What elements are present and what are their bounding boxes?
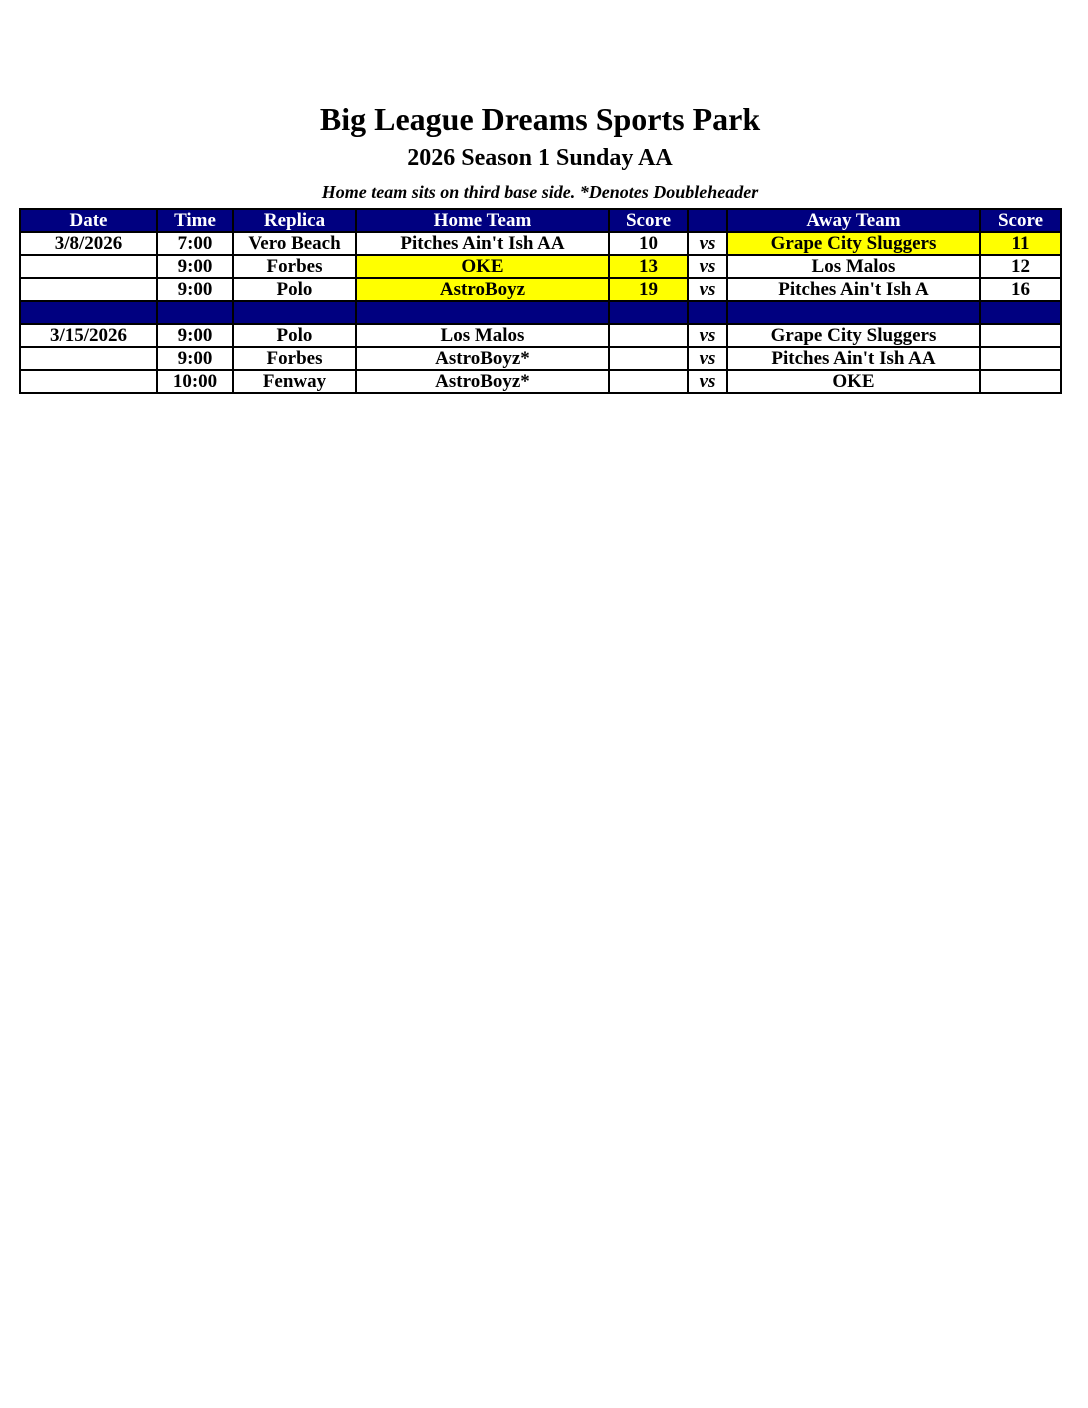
away-team-cell: Pitches Ain't Ish AA <box>727 347 980 370</box>
replica-cell: Polo <box>233 324 356 347</box>
table-row <box>20 370 1061 393</box>
home-score-cell <box>609 347 688 370</box>
home-team-cell: AstroBoyz* <box>356 370 609 393</box>
home-team-cell: Los Malos <box>356 324 609 347</box>
table-row <box>20 255 1061 278</box>
home-score-cell: 13 <box>609 255 688 278</box>
vs-cell: vs <box>688 255 727 278</box>
separator-cell <box>727 301 980 324</box>
separator-cell <box>20 301 157 324</box>
date-cell <box>20 370 157 393</box>
time-cell: 9:00 <box>157 324 233 347</box>
away-score-cell <box>980 370 1061 393</box>
schedule-table <box>19 208 1062 394</box>
schedule-note: Home team sits on third base side. *Denotes Doubleheader <box>321 182 759 202</box>
date-cell: 3/8/2026 <box>20 232 157 255</box>
home-score-cell <box>609 324 688 347</box>
date-cell <box>20 278 157 301</box>
vs-cell: vs <box>688 324 727 347</box>
replica-cell: Vero Beach <box>233 232 356 255</box>
table-row <box>20 278 1061 301</box>
replica-cell: Forbes <box>233 347 356 370</box>
table-header-row <box>20 209 1061 232</box>
home-score-cell: 19 <box>609 278 688 301</box>
away-team-cell: Los Malos <box>727 255 980 278</box>
away-score-cell: 12 <box>980 255 1061 278</box>
week-separator-row <box>20 301 1061 324</box>
time-cell: 7:00 <box>157 232 233 255</box>
vs-cell: vs <box>688 232 727 255</box>
home-score-cell <box>609 370 688 393</box>
table-row <box>20 347 1061 370</box>
home-score-cell: 10 <box>609 232 688 255</box>
column-header-away-team: Away Team <box>727 209 980 232</box>
date-cell <box>20 347 157 370</box>
column-header-time: Time <box>157 209 233 232</box>
vs-cell: vs <box>688 347 727 370</box>
time-cell: 10:00 <box>157 370 233 393</box>
separator-cell <box>688 301 727 324</box>
page-subtitle: 2026 Season 1 Sunday AA <box>407 145 673 171</box>
time-cell: 9:00 <box>157 278 233 301</box>
column-header-replica: Replica <box>233 209 356 232</box>
separator-cell <box>157 301 233 324</box>
column-header-home-score: Score <box>609 209 688 232</box>
away-score-cell <box>980 347 1061 370</box>
away-team-cell: Grape City Sluggers <box>727 324 980 347</box>
time-cell: 9:00 <box>157 255 233 278</box>
separator-cell <box>609 301 688 324</box>
home-team-cell: AstroBoyz <box>356 278 609 301</box>
separator-cell <box>356 301 609 324</box>
date-cell <box>20 255 157 278</box>
away-team-cell: OKE <box>727 370 980 393</box>
vs-cell: vs <box>688 278 727 301</box>
replica-cell: Fenway <box>233 370 356 393</box>
replica-cell: Forbes <box>233 255 356 278</box>
table-row <box>20 324 1061 347</box>
vs-cell: vs <box>688 370 727 393</box>
date-cell: 3/15/2026 <box>20 324 157 347</box>
away-score-cell: 16 <box>980 278 1061 301</box>
column-header-vs <box>688 209 727 232</box>
table-row <box>20 232 1061 255</box>
page-title: Big League Dreams Sports Park <box>319 101 761 137</box>
away-score-cell <box>980 324 1061 347</box>
time-cell: 9:00 <box>157 347 233 370</box>
column-header-away-score: Score <box>980 209 1061 232</box>
home-team-cell: Pitches Ain't Ish AA <box>356 232 609 255</box>
column-header-home-team: Home Team <box>356 209 609 232</box>
replica-cell: Polo <box>233 278 356 301</box>
away-team-cell: Pitches Ain't Ish A <box>727 278 980 301</box>
separator-cell <box>980 301 1061 324</box>
home-team-cell: AstroBoyz* <box>356 347 609 370</box>
column-header-date: Date <box>20 209 157 232</box>
away-team-cell: Grape City Sluggers <box>727 232 980 255</box>
separator-cell <box>233 301 356 324</box>
away-score-cell: 11 <box>980 232 1061 255</box>
home-team-cell: OKE <box>356 255 609 278</box>
